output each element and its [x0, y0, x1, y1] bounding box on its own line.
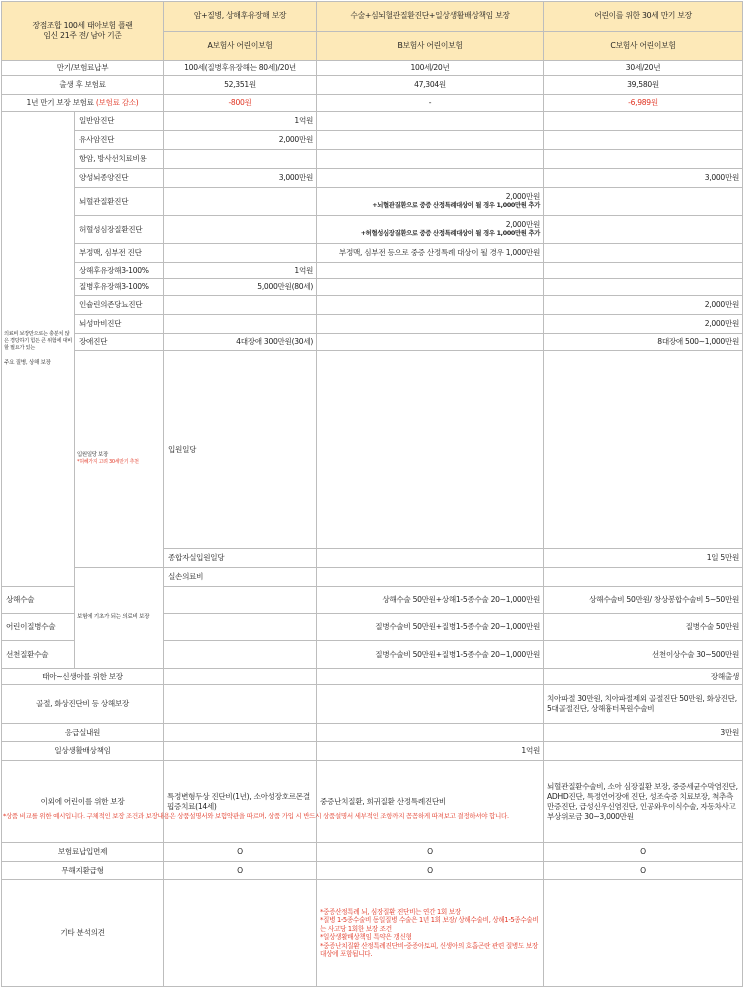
surgery-a	[164, 587, 317, 614]
term-a: 100세(질병후유장해는 80세)/20년	[164, 61, 317, 76]
cancer-b	[317, 112, 544, 131]
cancer-a: 1억원	[164, 112, 317, 131]
child-surg-b: 질병수술비 50만원+질병1-5종수술 20~1,000만원	[317, 614, 544, 641]
arrhythmia-a	[164, 244, 317, 263]
diff-label: 1년 만기 보장 보험료	[26, 98, 94, 108]
injury-c	[544, 263, 743, 279]
congenital-a	[164, 641, 317, 669]
premium-a: 52,351원	[164, 76, 317, 95]
row-label: 상해후유장해3-100%	[75, 263, 164, 279]
general-a	[317, 549, 544, 568]
fetus-c: 장해출생	[544, 669, 743, 685]
disease-a: 5,000만원(80세)	[164, 279, 317, 296]
disease-c	[544, 279, 743, 296]
arrhythmia-b: 부정맥, 심부전 등으로 중증 산정특례 대상이 될 경우 1,000만원	[317, 244, 544, 263]
waiver-b: O	[317, 843, 544, 862]
remark-line: *일상생활배상책임 특약은 갱신형	[320, 933, 412, 942]
similar-c	[544, 131, 743, 150]
row-label: 양성뇌종양진단	[75, 169, 164, 188]
fracture-b	[317, 685, 544, 724]
row-label: 어린이질병수술	[2, 614, 75, 641]
table-title-cell	[2, 2, 164, 61]
fracture-c: 치아파절 30만원, 치아파절제외 골절진단 50만원, 화상진단, 5대골절진단, 상해흉터복원수술비	[544, 685, 743, 724]
row-label: 항암, 방사선치료비용	[75, 150, 164, 169]
similar-a: 2,000만원	[164, 131, 317, 150]
diff-c: -6,989원	[544, 95, 743, 112]
fetus-b	[317, 669, 544, 685]
child-surg-a	[164, 614, 317, 641]
disability-c: 8대장애 500~1,000만원	[544, 334, 743, 351]
plan-b-name: B보험사 어린이보험	[317, 32, 544, 61]
row-label: 뇌혈관질환진단	[75, 188, 164, 216]
cancer-c	[544, 112, 743, 131]
benign-b	[317, 169, 544, 188]
row-label: 일반암진단	[75, 112, 164, 131]
brain-c	[544, 188, 743, 216]
congenital-c: 선천이상수술 30~500만원	[544, 641, 743, 669]
disability-a: 4대장애 300만원(30세)	[164, 334, 317, 351]
heart-b-note: +허혈성심장질환으로 중증 산정특례대상이 될 경우 1,000만원 추가	[360, 230, 541, 238]
plan-a-name: A보험사 어린이보험	[164, 32, 317, 61]
brain-b-note: +뇌혈관질환으로 중증 산정특례대상이 될 경우 1,000만원 추가	[372, 202, 541, 210]
other-b: 중증난치질환, 희귀질환 산정특례진단비	[317, 761, 544, 843]
premium-label: 출생 후 보험료	[2, 76, 164, 95]
brain-b: 2,000만원	[505, 192, 541, 202]
liability-a	[164, 742, 317, 761]
other-a: 특정변형두상 진단비(1년), 소아성장호르몬결핍증치료(14세)	[164, 761, 317, 843]
row-label: 일상생활배상책임	[2, 742, 164, 761]
row-label: 선천질환수술	[2, 641, 75, 669]
plan-a-theme: 암+질병, 상해후유장해 보장	[164, 2, 317, 32]
footer-disclaimer: *상품 비교를 위한 예시입니다. 구체적인 보장 조건과 보장내용은 상품설명서와 보험약관을 따르며, 상품 가입 시 반드시 상품설명서 세부적인 조항까지 꼼꼼하게 따져보고 결정하셔야 합니다.	[3, 812, 509, 820]
row-label: 골절, 화상진단비 등 상해보장	[2, 685, 164, 724]
remarks-c	[544, 880, 743, 987]
row-label: 실손의료비	[164, 568, 317, 587]
child-surg-c: 질병수술 50만원	[544, 614, 743, 641]
remark-line: *중증산정특례 뇌, 심장질환 진단비는 연간 1회 보장	[320, 907, 461, 916]
row-label: 유사암진단	[75, 131, 164, 150]
group-diagnosis-title: 주요 질병, 상해 보장	[4, 359, 51, 366]
diabetes-c: 2,000만원	[544, 296, 743, 315]
heart-b: 2,000만원	[505, 220, 541, 230]
arrhythmia-c	[544, 244, 743, 263]
benign-a: 3,000만원	[164, 169, 317, 188]
injury-a: 1억원	[164, 263, 317, 279]
row-label: 응급실내원	[2, 724, 164, 742]
row-label: 장애진단	[75, 334, 164, 351]
premium-b: 47,304원	[317, 76, 544, 95]
palsy-c: 2,000만원	[544, 315, 743, 334]
row-label: 이외에 어린이를 위한 보장	[2, 761, 164, 843]
term-b: 100세/20년	[317, 61, 544, 76]
diabetes-b	[317, 296, 544, 315]
plan-b-theme: 수술+심뇌혈관질환진단+일상생활배상책임 보장	[317, 2, 544, 32]
actual-a	[317, 568, 544, 587]
liability-c	[544, 742, 743, 761]
heart-a	[164, 216, 317, 244]
fracture-a	[164, 685, 317, 724]
surgery-b: 상해수술 50만원+상해1-5종수술 20~1,000만원	[317, 587, 544, 614]
other-c: 뇌혈관질환수술비, 소아 심장질환 보장, 중증세균수막염진단, ADHD진단, 특정언어장애 진단, 성조숙증 치료보장, 척추측만증진단, 급성신우신염진단, 인공와우이식수술, 자동차사고부상위로금 30~3,000만원	[544, 761, 743, 843]
table-title: 장점조합 100세 태아보험 플랜	[32, 20, 133, 30]
row-label: 뇌성마비진단	[75, 315, 164, 334]
er-b	[317, 724, 544, 742]
refund-b: O	[317, 862, 544, 880]
row-label: 질병후유장해3-100%	[75, 279, 164, 296]
daily-b	[544, 351, 743, 549]
group-diagnosis	[2, 112, 75, 587]
diff-label-note: (보험료 감소)	[95, 98, 139, 108]
similar-b	[317, 131, 544, 150]
anticancer-b	[317, 150, 544, 169]
comparison-table	[1, 1, 743, 987]
fetus-a	[164, 669, 317, 685]
group-diagnosis-text: 의료비 보장만으로는 충분치 않은 경당하기 힘든 큰 위험에 대비할 필요가 있는	[4, 330, 72, 351]
term-c: 30세/20년	[544, 61, 743, 76]
remarks-b	[317, 880, 544, 987]
group-hospital-note: *허혜가지 고려 30세만기 추천	[77, 459, 139, 466]
benign-c: 3,000만원	[544, 169, 743, 188]
anticancer-c	[544, 150, 743, 169]
row-label: 허혈성심장질환진단	[75, 216, 164, 244]
group-medical-text: 보험에 기초가 되는 의료비 보장	[77, 614, 150, 621]
heart-b-cell	[317, 216, 544, 244]
brain-b-cell	[317, 188, 544, 216]
refund-a: O	[164, 862, 317, 880]
row-label: 기타 분석의견	[2, 880, 164, 987]
row-label: 부정맥, 심부전 진단	[75, 244, 164, 263]
brain-a	[164, 188, 317, 216]
general-b: 1일 5만원	[544, 549, 743, 568]
waiver-a: O	[164, 843, 317, 862]
row-label: 입원일당	[164, 351, 317, 549]
er-a	[164, 724, 317, 742]
disease-b	[317, 279, 544, 296]
remark-line: *중증난치질환 산정특례진단비-중증아토피, 신생아의 호흡곤란 관련 질병도 보장대상에 포함됩니다.	[320, 941, 538, 959]
diabetes-a	[164, 296, 317, 315]
group-medical	[75, 568, 164, 669]
daily-a	[317, 351, 544, 549]
palsy-a	[164, 315, 317, 334]
row-label: 무해지환급형	[2, 862, 164, 880]
table-subtitle: 임신 21주 전/ 남아 기준	[43, 31, 122, 40]
er-c: 3만원	[544, 724, 743, 742]
row-label: 종합자실입원일당	[164, 549, 317, 568]
disability-b	[317, 334, 544, 351]
row-label: 태아~신생아를 위한 보장	[2, 669, 164, 685]
row-label: 보험료납입면제	[2, 843, 164, 862]
group-hospital-text: 입원일당 보장	[77, 452, 108, 459]
group-hospital	[75, 351, 164, 568]
heart-c	[544, 216, 743, 244]
liability-b: 1억원	[317, 742, 544, 761]
row-label: 인슐린의존당뇨진단	[75, 296, 164, 315]
anticancer-a	[164, 150, 317, 169]
actual-b	[544, 568, 743, 587]
row-label: 상해수술	[2, 587, 75, 614]
refund-c: O	[544, 862, 743, 880]
injury-b	[317, 263, 544, 279]
waiver-c: O	[544, 843, 743, 862]
palsy-b	[317, 315, 544, 334]
term-label: 만기/보험료납부	[2, 61, 164, 76]
diff-label-cell	[2, 95, 164, 112]
diff-a: -800원	[164, 95, 317, 112]
premium-c: 39,580원	[544, 76, 743, 95]
plan-c-name: C보험사 어린이보험	[544, 32, 743, 61]
remarks-a	[164, 880, 317, 987]
surgery-c: 상해수술비 50만원/ 창상봉합수술비 5~50만원	[544, 587, 743, 614]
plan-c-theme: 어린이를 위한 30세 만기 보장	[544, 2, 743, 32]
diff-b: -	[317, 95, 544, 112]
congenital-b: 질병수술비 50만원+질병1-5종수술 20~1,000만원	[317, 641, 544, 669]
remark-line: *질병 1-5종수술비 동일질병 수술은 1년 1회 보장/ 상해수술비, 상해1-5종수술비는 사고당 1회한 보장 조건	[320, 916, 539, 933]
